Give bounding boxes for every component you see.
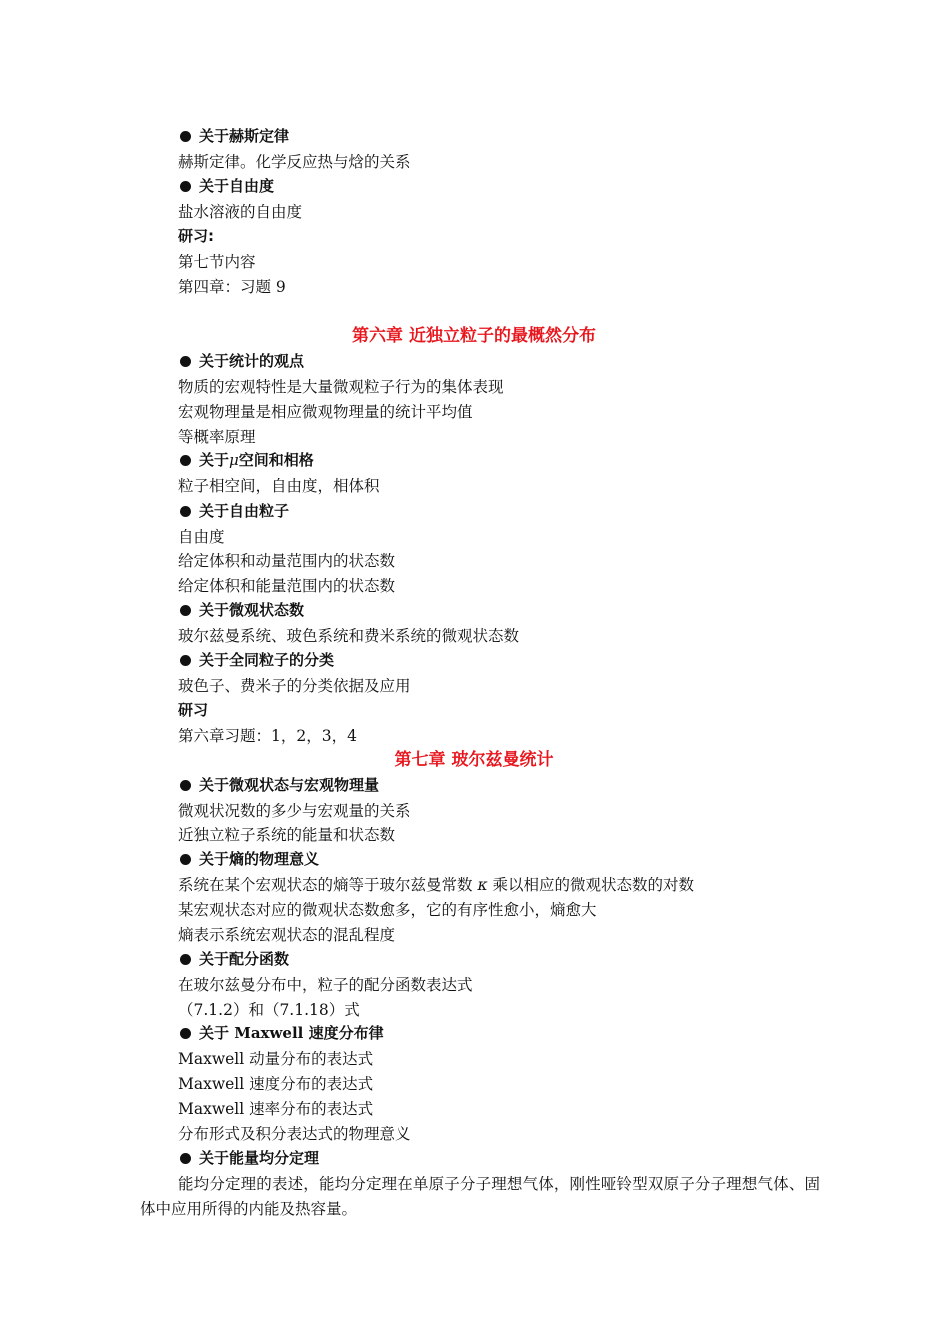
text-line: （7.1.2）和（7.1.18）式 bbox=[178, 1001, 360, 1019]
text-line: 微观状况数的多少与宏观量的关系 bbox=[178, 802, 411, 820]
text-line: 给定体积和动量范围内的状态数 bbox=[178, 552, 396, 570]
text-line: 赫斯定律。化学反应热与焓的关系 bbox=[178, 153, 411, 171]
text-line: 分布形式及积分表达式的物理意义 bbox=[178, 1125, 411, 1143]
bullet-entropy: 关于熵的物理意义 bbox=[178, 849, 319, 869]
bullet-icon bbox=[180, 854, 191, 865]
text-line: 第六章习题：1，2，3，4 bbox=[178, 727, 357, 745]
study-label: 研习 bbox=[178, 701, 209, 719]
text-line: 某宏观状态对应的微观状态数愈多，它的有序性愈小，熵愈大 bbox=[178, 901, 597, 919]
text-line: 第四章：习题 9 bbox=[178, 278, 286, 296]
bullet-icon bbox=[180, 780, 191, 791]
text-line: 物质的宏观特性是大量微观粒子行为的集体表现 bbox=[178, 378, 504, 396]
text-line: Maxwell 动量分布的表达式 bbox=[178, 1050, 374, 1068]
bullet-icon bbox=[180, 356, 191, 367]
mu-symbol: μ bbox=[229, 451, 239, 469]
bullet-degrees-of-freedom: 关于自由度 bbox=[178, 176, 274, 196]
text-line: 玻色子、费米子的分类依据及应用 bbox=[178, 677, 411, 695]
bullet-hess-law: 关于赫斯定律 bbox=[178, 126, 289, 146]
text-line: 盐水溶液的自由度 bbox=[178, 203, 303, 221]
text-line: 玻尔兹曼系统、玻色系统和费米系统的微观状态数 bbox=[178, 627, 520, 645]
bullet-free-particle: 关于自由粒子 bbox=[178, 501, 289, 521]
study-label: 研习: bbox=[178, 227, 214, 245]
bullet-icon bbox=[180, 181, 191, 192]
bullet-mu-space: 关于μ空间和相格 bbox=[178, 450, 314, 470]
bullet-icon bbox=[180, 605, 191, 616]
kappa-symbol: κ bbox=[477, 876, 488, 894]
bullet-statistics-view: 关于统计的观点 bbox=[178, 351, 304, 371]
bullet-identical-particles: 关于全同粒子的分类 bbox=[178, 650, 334, 670]
bullet-icon bbox=[180, 1028, 191, 1039]
equipartition-paragraph: 能均分定理的表述，能均分定理在单原子分子理想气体，刚性哑铃型双原子分子理想气体、固体中应用所得的内能及热容量。 bbox=[140, 1175, 820, 1218]
text-line: 宏观物理量是相应微观物理量的统计平均值 bbox=[178, 403, 473, 421]
bullet-partition-function: 关于配分函数 bbox=[178, 949, 289, 969]
bullet-maxwell: 关于 Maxwell 速度分布律 bbox=[178, 1023, 384, 1043]
text-line: Maxwell 速率分布的表达式 bbox=[178, 1100, 374, 1118]
bullet-icon bbox=[180, 954, 191, 965]
text-line: 第七节内容 bbox=[178, 253, 256, 271]
bullet-icon bbox=[180, 1153, 191, 1164]
bullet-icon bbox=[180, 655, 191, 666]
bullet-micro-macro: 关于微观状态与宏观物理量 bbox=[178, 775, 379, 795]
text-line: 粒子相空间，自由度，相体积 bbox=[178, 477, 380, 495]
text-line: 系统在某个宏观状态的熵等于玻尔兹曼常数 κ 乘以相应的微观状态数的对数 bbox=[178, 876, 695, 894]
text-line: 等概率原理 bbox=[178, 428, 256, 446]
text-line: Maxwell 速度分布的表达式 bbox=[178, 1075, 374, 1093]
chapter-6-heading: 第六章 近独立粒子的最概然分布 bbox=[352, 326, 596, 346]
text-line: 近独立粒子系统的能量和状态数 bbox=[178, 826, 396, 844]
bullet-icon bbox=[180, 506, 191, 517]
bullet-microstates: 关于微观状态数 bbox=[178, 600, 304, 620]
text-line: 熵表示系统宏观状态的混乱程度 bbox=[178, 926, 396, 944]
bullet-icon bbox=[180, 131, 191, 142]
bullet-icon bbox=[180, 455, 191, 466]
text-line: 给定体积和能量范围内的状态数 bbox=[178, 577, 396, 595]
chapter-7-heading: 第七章 玻尔兹曼统计 bbox=[394, 750, 554, 770]
text-line: 自由度 bbox=[178, 528, 225, 546]
bullet-equipartition: 关于能量均分定理 bbox=[178, 1148, 319, 1168]
text-line: 在玻尔兹曼分布中，粒子的配分函数表达式 bbox=[178, 976, 473, 994]
